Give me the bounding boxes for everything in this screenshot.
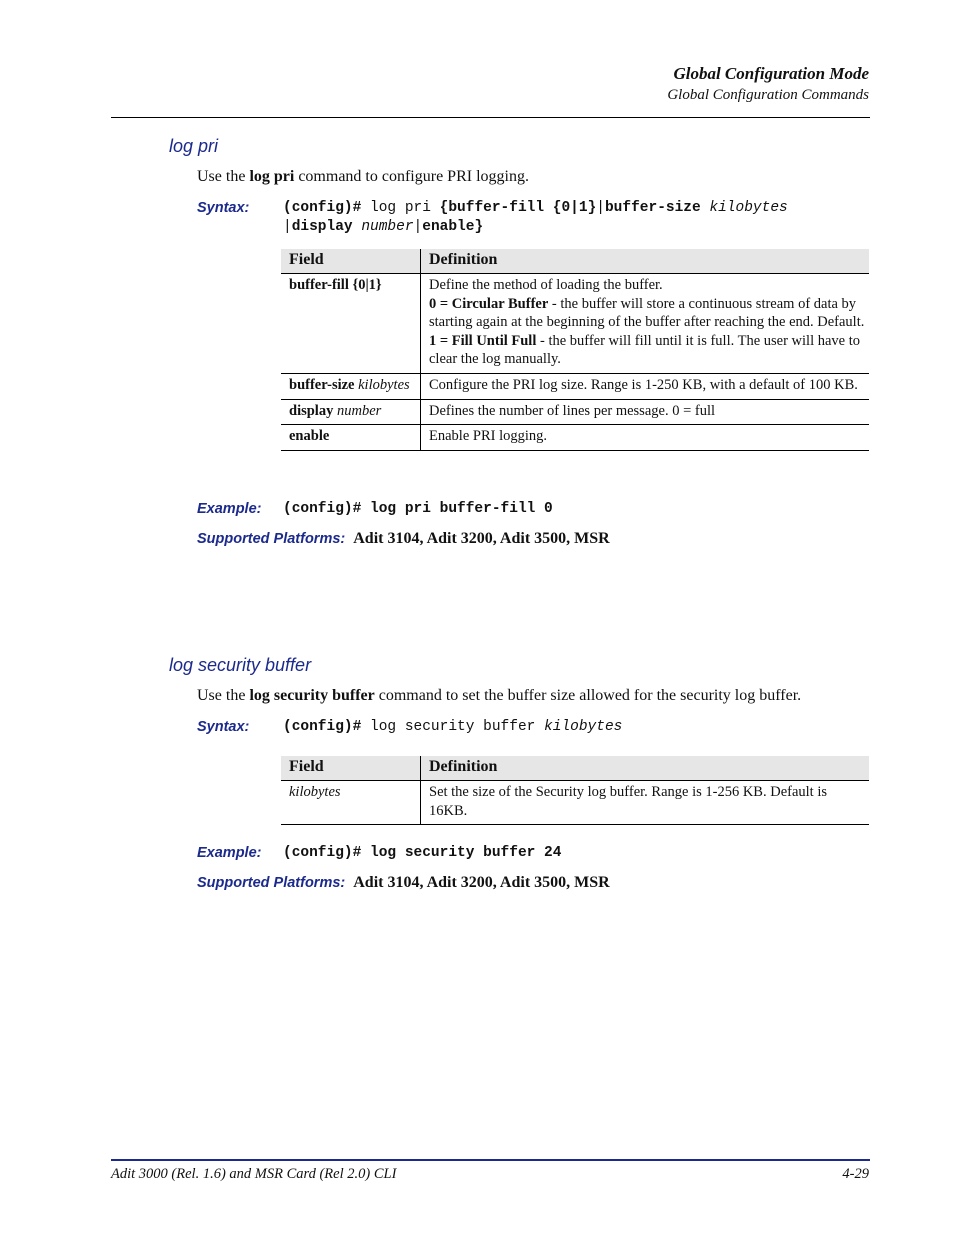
supported-platforms <box>197 530 610 548</box>
field-argument: kilobytes <box>289 784 341 800</box>
field-argument: number <box>336 402 382 419</box>
syntax-line-1 <box>283 719 622 735</box>
intro-command: log security buffer <box>249 687 375 704</box>
section-title-log-pri: log pri <box>169 136 219 156</box>
syntax-token: log pri <box>370 200 440 216</box>
field-cell <box>281 373 421 399</box>
footer-rule <box>111 1159 870 1161</box>
syntax-token: buffer-fill <box>448 200 553 216</box>
column-header-definition: Definition <box>421 756 870 781</box>
platforms-list: Adit 3104, Adit 3200, Adit 3500, MSR <box>353 530 610 547</box>
intro-command: log pri <box>249 168 295 185</box>
intro-text: Use the <box>197 687 250 704</box>
field-cell <box>281 399 421 425</box>
field-keyword: buffer-size <box>289 376 355 393</box>
syntax-line-2 <box>283 219 483 235</box>
section-title-log-security-buffer: log security buffer <box>169 655 312 675</box>
syntax-token: | <box>596 200 605 216</box>
definition-cell: Enable PRI logging. <box>421 425 870 451</box>
definition-cell <box>421 274 870 374</box>
platforms-label: Supported Platforms: <box>197 875 346 891</box>
syntax-line-1 <box>283 200 788 216</box>
section-intro-log-security-buffer <box>197 687 801 705</box>
example-code: (config)# log pri buffer-fill 0 <box>283 501 553 517</box>
definition-cell: Configure the PRI log size. Range is 1-250 KB, with a default of 100 KB. <box>421 373 870 399</box>
syntax-token: display <box>291 219 353 235</box>
definition-text: Define the method of loading the buffer. <box>429 277 663 293</box>
syntax-label: Syntax: <box>197 719 250 735</box>
syntax-token: number <box>361 219 414 235</box>
definition-cell: Set the size of the Security log buffer. Range is 1-256 KB. Default is 16KB. <box>421 781 870 825</box>
syntax-prompt: (config)# <box>283 719 371 735</box>
field-cell <box>281 274 421 374</box>
footer-page-number: 4-29 <box>842 1166 869 1182</box>
definition-text: - the buffer will fill until it is full. The user will have to clear the log manually. <box>429 332 861 368</box>
table-row <box>281 425 869 451</box>
definition-option: 0 = Circular Buffer <box>429 295 549 312</box>
table-header-row <box>281 249 869 274</box>
field-keyword: enable <box>289 428 330 445</box>
syntax-token: buffer-size <box>604 200 701 216</box>
platforms-list: Adit 3104, Adit 3200, Adit 3500, MSR <box>353 874 610 891</box>
table-row <box>281 373 869 399</box>
supported-platforms <box>197 874 610 892</box>
definition-text: - the buffer will store a continuous stream of data by starting again at the beginning of the buffer after reaching the end. Default. <box>429 295 865 331</box>
syntax-token: { <box>439 200 449 216</box>
example-code: (config)# log security buffer 24 <box>283 845 562 861</box>
table-row <box>281 781 869 825</box>
syntax-token: enable <box>422 219 475 235</box>
running-header-subtitle: Global Configuration Commands <box>667 87 869 103</box>
footer-document-title: Adit 3000 (Rel. 1.6) and MSR Card (Rel 2.0) CLI <box>111 1166 397 1182</box>
column-header-field: Field <box>281 756 421 781</box>
syntax-token: kilobytes <box>709 200 788 216</box>
syntax-token: {0|1} <box>552 200 597 216</box>
column-header-definition: Definition <box>421 249 870 274</box>
field-cell <box>281 425 421 451</box>
field-cell <box>281 781 421 825</box>
platforms-label: Supported Platforms: <box>197 531 346 547</box>
syntax-token: log security buffer <box>370 719 545 735</box>
table-row <box>281 274 869 374</box>
syntax-token: } <box>474 219 484 235</box>
running-header-title: Global Configuration Mode <box>673 64 869 83</box>
syntax-prompt: (config)# <box>283 200 371 216</box>
syntax-token: | <box>413 219 423 235</box>
field-keyword: buffer-fill {0|1} <box>289 277 382 293</box>
field-argument: kilobytes <box>358 376 410 393</box>
definition-cell: Defines the number of lines per message. 0 = full <box>421 399 870 425</box>
section-intro-log-pri <box>197 168 529 186</box>
example-label: Example: <box>197 501 262 517</box>
log-security-buffer-field-table <box>281 756 869 825</box>
syntax-token: | <box>283 219 292 235</box>
field-keyword: display <box>289 402 334 419</box>
intro-text: command to configure PRI logging. <box>294 168 529 185</box>
header-rule <box>111 117 870 118</box>
table-header-row <box>281 756 869 781</box>
example-label: Example: <box>197 845 262 861</box>
definition-option: 1 = Fill Until Full <box>429 332 537 349</box>
table-row <box>281 399 869 425</box>
log-pri-field-table <box>281 249 869 451</box>
intro-text: Use the <box>197 168 250 185</box>
syntax-label: Syntax: <box>197 200 250 216</box>
syntax-token: kilobytes <box>544 719 623 735</box>
column-header-field: Field <box>281 249 421 274</box>
intro-text: command to set the buffer size allowed for the security log buffer. <box>374 687 802 704</box>
